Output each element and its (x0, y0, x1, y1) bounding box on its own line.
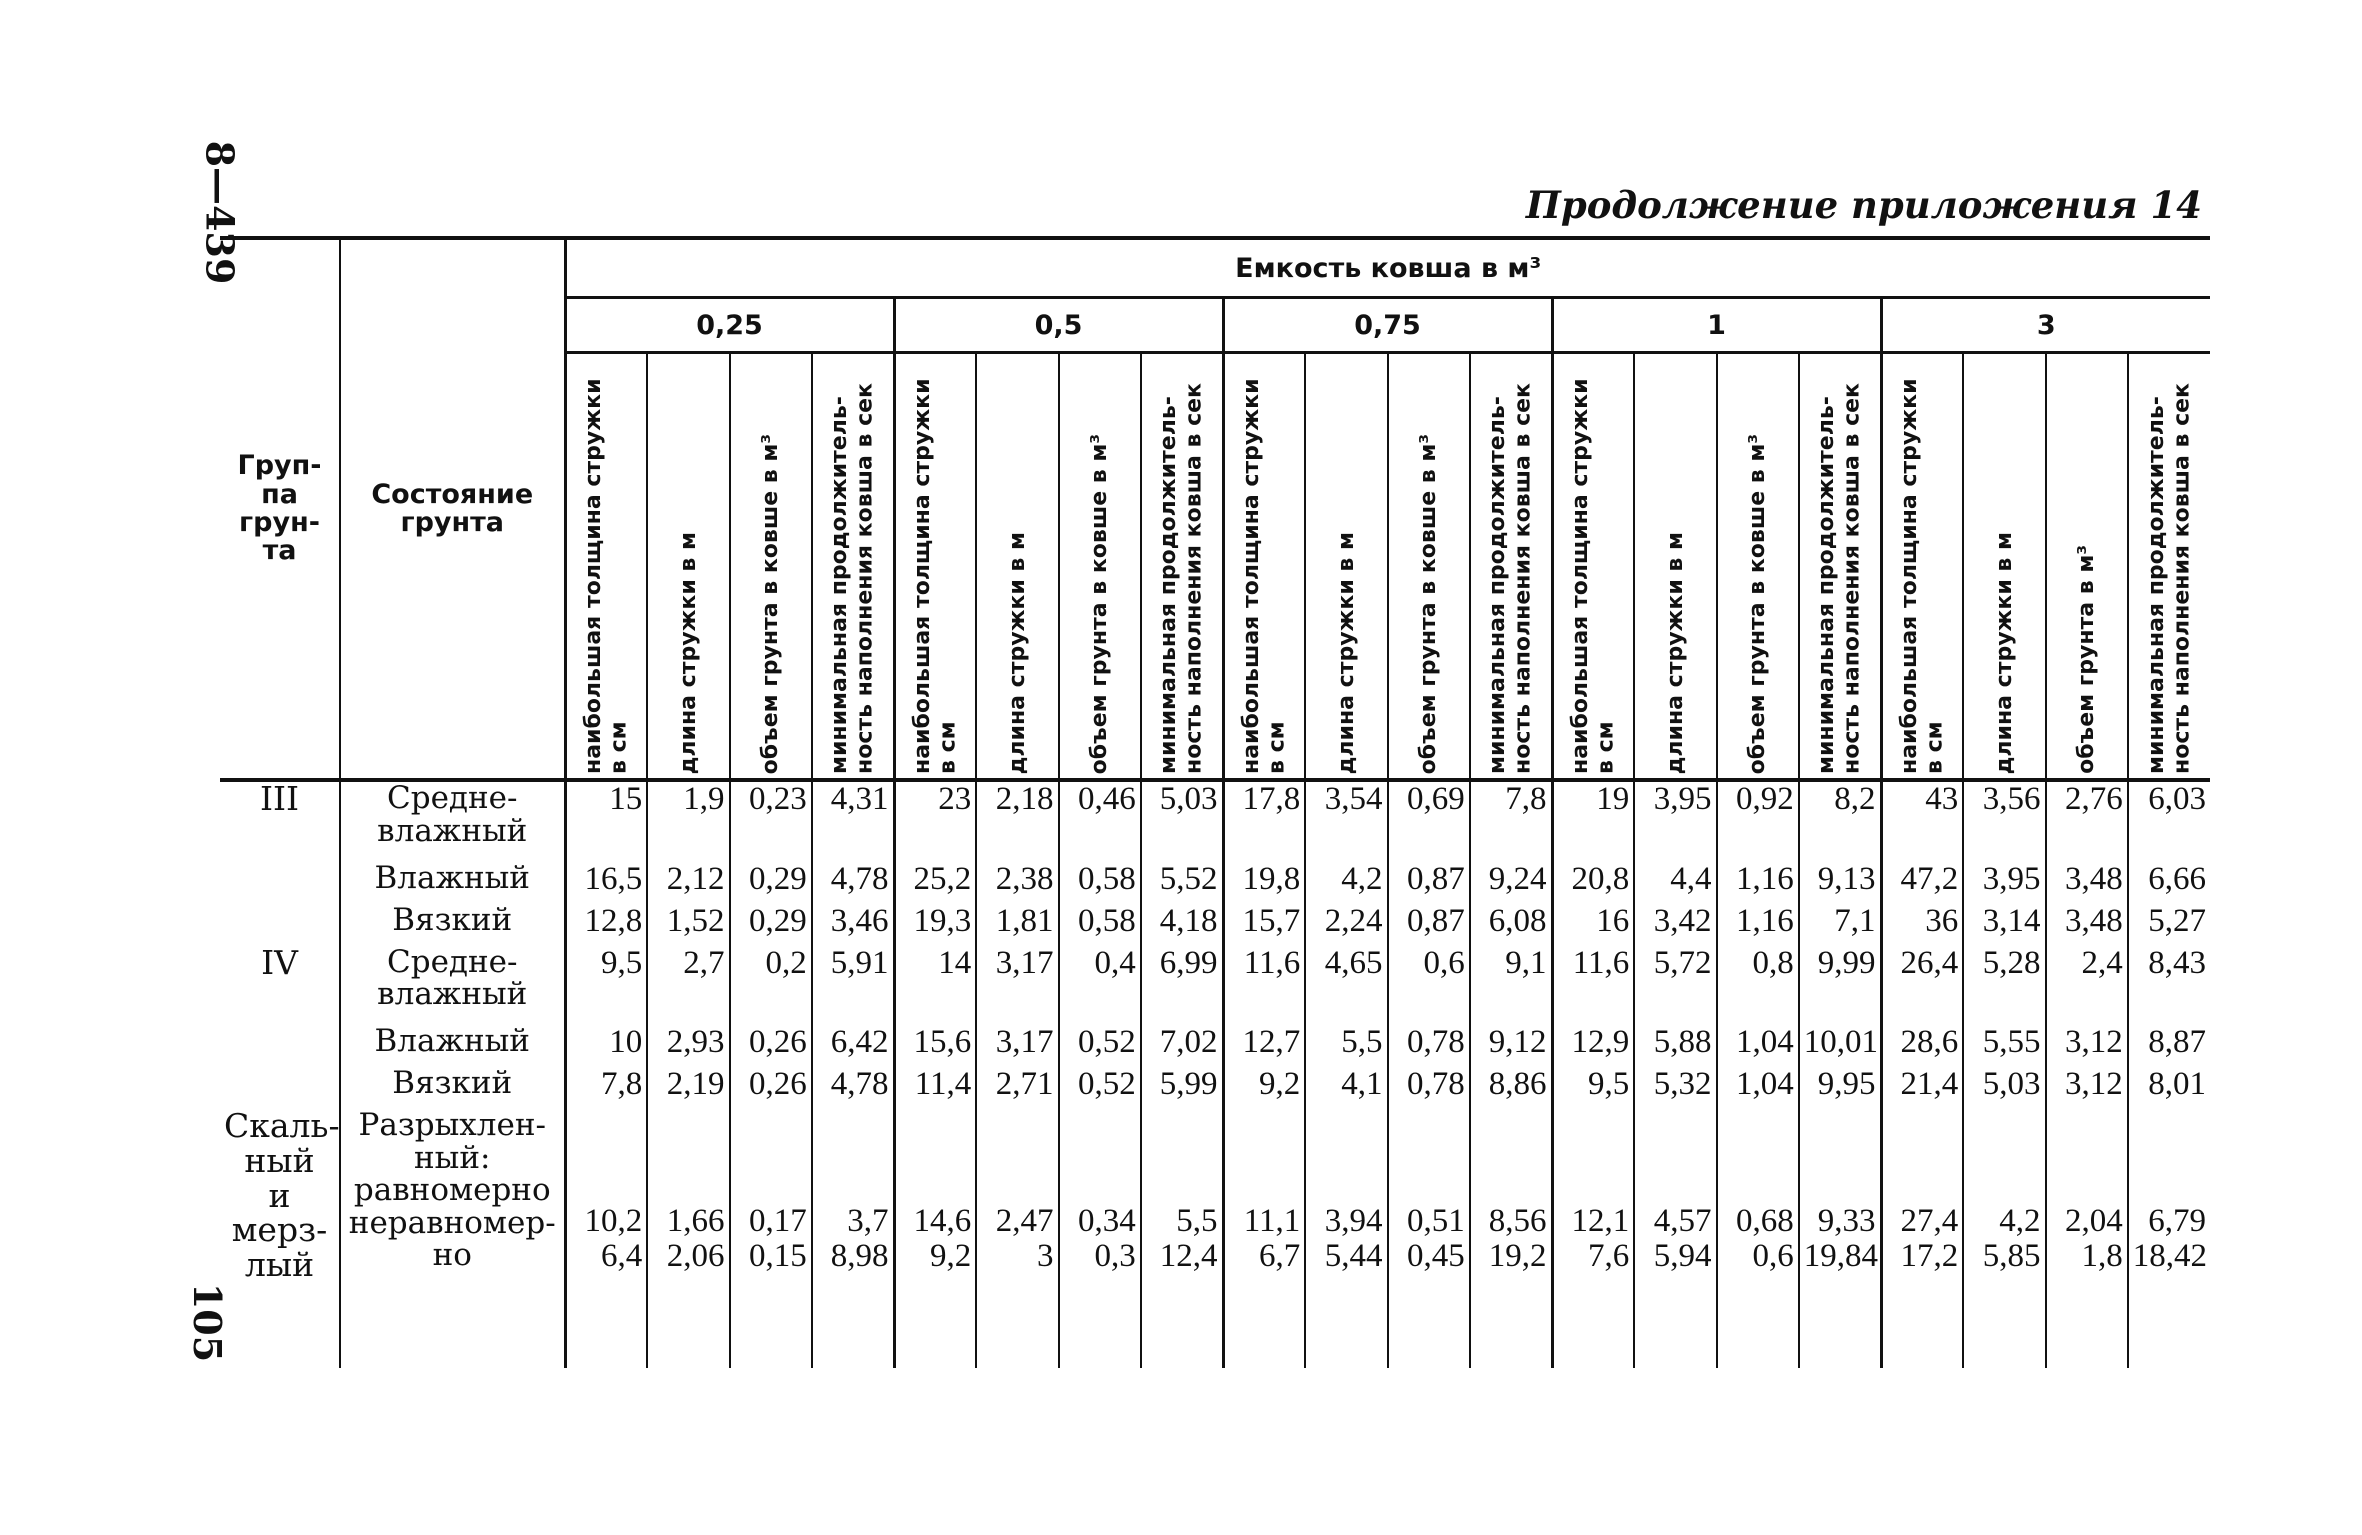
subcolumn-header (1881, 353, 1963, 781)
value-cell: 6,99 (1141, 946, 1223, 1025)
value-cell: 3,54 (1305, 780, 1387, 862)
value-cell: 5,91 (812, 946, 894, 1025)
value-cell: 1,04 (1717, 1025, 1799, 1067)
value-cell: 1,9 (647, 780, 729, 862)
value-cell: 11,4 (894, 1067, 976, 1109)
subcolumn-label: длина стружки в м (675, 531, 701, 774)
value-cell: 4,1 (1305, 1067, 1387, 1109)
value-cell: 5,28 (1963, 946, 2045, 1025)
value-cell: 3,42 (1634, 904, 1716, 946)
subcolumn-header (1059, 353, 1141, 781)
spacer-cell (1388, 1320, 1470, 1368)
table-row (220, 862, 2210, 904)
value-cell: 16,5 (565, 862, 647, 904)
value-cell: 9,12 (1470, 1025, 1552, 1067)
value-cell: 10 (565, 1025, 647, 1067)
value-cell: 10,2 6,4 (565, 1109, 647, 1320)
value-cell: 0,78 (1388, 1025, 1470, 1067)
value-cell: 3,7 8,98 (812, 1109, 894, 1320)
value-cell: 15,7 (1223, 904, 1305, 946)
soil-group: IV (261, 942, 298, 982)
table-row (220, 1109, 2210, 1320)
value-cell: 19 (1552, 780, 1634, 862)
value-cell: 0,26 (730, 1067, 812, 1109)
spacer-cell (1799, 1320, 1881, 1368)
soil-group: III (220, 780, 340, 946)
value-cell: 11,1 6,7 (1223, 1109, 1305, 1320)
value-cell: 10,01 (1799, 1025, 1881, 1067)
spacer-cell (894, 1320, 976, 1368)
value-cell: 7,02 (1141, 1025, 1223, 1067)
value-cell: 12,9 (1552, 1025, 1634, 1067)
value-cell: 2,38 (976, 862, 1058, 904)
subcolumn-label: объем грунта в ковше в м³ (1744, 433, 1770, 774)
spacer-cell (1881, 1320, 1963, 1368)
value-cell: 14 (894, 946, 976, 1025)
value-cell: 25,2 (894, 862, 976, 904)
subcolumn-header (1470, 353, 1552, 781)
soil-state: Разрыхлен- ный: равномерно неравномер- но (340, 1109, 565, 1320)
bucket-capacity-table (220, 236, 2210, 1368)
value-cell: 3,14 (1963, 904, 2045, 946)
value-cell: 4,2 5,85 (1963, 1109, 2045, 1320)
spacer-cell (1963, 1320, 2045, 1368)
value-cell: 9,5 (1552, 1067, 1634, 1109)
value-cell: 9,1 (1470, 946, 1552, 1025)
value-cell: 2,4 (2046, 946, 2128, 1025)
table-row (220, 946, 2210, 1025)
value-cell: 1,04 (1717, 1067, 1799, 1109)
subcolumn-header (812, 353, 894, 781)
spacer-cell (1470, 1320, 1552, 1368)
value-cell: 20,8 (1552, 862, 1634, 904)
value-cell: 9,99 (1799, 946, 1881, 1025)
value-cell: 5,99 (1141, 1067, 1223, 1109)
soil-state: Влажный (340, 1025, 565, 1067)
capacity-3: 1 (1552, 298, 1881, 353)
value-cell: 0,58 (1059, 862, 1141, 904)
table-row (220, 1067, 2210, 1109)
value-cell: 5,52 (1141, 862, 1223, 904)
header-group: Груп- па грун- та (220, 238, 340, 780)
value-cell: 1,16 (1717, 862, 1799, 904)
value-cell: 8,86 (1470, 1067, 1552, 1109)
value-cell: 11,6 (1223, 946, 1305, 1025)
subcolumn-header (976, 353, 1058, 781)
subcolumn-label: объем грунта в м³ (2073, 545, 2099, 774)
value-cell: 0,34 0,3 (1059, 1109, 1141, 1320)
caption: Продолжение приложения 14 (1525, 183, 2202, 227)
spacer-cell (1634, 1320, 1716, 1368)
spacer-cell (340, 1320, 565, 1368)
value-cell: 3,56 (1963, 780, 2045, 862)
value-cell: 16 (1552, 904, 1634, 946)
value-cell: 5,32 (1634, 1067, 1716, 1109)
value-cell: 15,6 (894, 1025, 976, 1067)
value-cell: 9,24 (1470, 862, 1552, 904)
subcolumn-label: объем грунта в ковше в м³ (757, 433, 783, 774)
value-cell: 0,17 0,15 (730, 1109, 812, 1320)
soil-state: Вязкий (340, 904, 565, 946)
page-number: 105 (185, 1282, 231, 1363)
subcolumn-label: длина стружки в м (1662, 531, 1688, 774)
spacer-cell (976, 1320, 1058, 1368)
value-cell: 3,12 (2046, 1067, 2128, 1109)
value-cell: 4,31 (812, 780, 894, 862)
value-cell: 15 (565, 780, 647, 862)
value-cell: 0,29 (730, 862, 812, 904)
value-cell: 0,4 (1059, 946, 1141, 1025)
subcolumn-label: длина стружки в м (1991, 531, 2017, 774)
value-cell: 19,8 (1223, 862, 1305, 904)
value-cell: 9,33 19,84 (1799, 1109, 1881, 1320)
value-cell: 0,29 (730, 904, 812, 946)
subcolumn-label: минимальная продолжитель-ность наполнения ковша в сек (1156, 383, 1207, 774)
value-cell: 2,47 3 (976, 1109, 1058, 1320)
value-cell: 19,3 (894, 904, 976, 946)
value-cell: 0,58 (1059, 904, 1141, 946)
value-cell: 3,95 (1634, 780, 1716, 862)
subcolumn-label: длина стружки в м (1004, 531, 1030, 774)
value-cell: 7,8 (565, 1067, 647, 1109)
subcolumn-label: наибольшая толщина стружки в см (1897, 378, 1948, 774)
value-cell: 17,8 (1223, 780, 1305, 862)
subcolumn-label: длина стружки в м (1333, 531, 1359, 774)
value-cell: 3,95 (1963, 862, 2045, 904)
value-cell: 47,2 (1881, 862, 1963, 904)
value-cell: 5,5 12,4 (1141, 1109, 1223, 1320)
subcolumn-header (1223, 353, 1305, 781)
value-cell: 9,2 (1223, 1067, 1305, 1109)
subcolumn-label: наибольшая толщина стружки в см (1568, 378, 1619, 774)
subcolumn-label: минимальная продолжитель-ность наполнения ковша в сек (2144, 383, 2195, 774)
value-cell: 3,46 (812, 904, 894, 946)
value-cell: 0,87 (1388, 862, 1470, 904)
value-cell: 4,57 5,94 (1634, 1109, 1716, 1320)
table-spacer (220, 1320, 2210, 1368)
value-cell: 0,68 0,6 (1717, 1109, 1799, 1320)
spacer-cell (812, 1320, 894, 1368)
value-cell: 14,6 9,2 (894, 1109, 976, 1320)
value-cell: 1,52 (647, 904, 729, 946)
spacer-cell (1717, 1320, 1799, 1368)
value-cell: 3,12 (2046, 1025, 2128, 1067)
value-cell: 0,46 (1059, 780, 1141, 862)
value-cell: 12,1 7,6 (1552, 1109, 1634, 1320)
table-row (220, 904, 2210, 946)
value-cell: 8,2 (1799, 780, 1881, 862)
subcolumn-label: объем грунта в ковше в м³ (1086, 433, 1112, 774)
soil-state: Влажный (340, 862, 565, 904)
value-cell: 8,56 19,2 (1470, 1109, 1552, 1320)
capacity-0: 0,25 (565, 298, 894, 353)
value-cell: 0,87 (1388, 904, 1470, 946)
subcolumn-header (565, 353, 647, 781)
value-cell: 9,5 (565, 946, 647, 1025)
value-cell: 8,87 (2128, 1025, 2210, 1067)
spacer-cell (1141, 1320, 1223, 1368)
value-cell: 4,4 (1634, 862, 1716, 904)
subcolumn-label: минимальная продолжитель-ность наполнения ковша в сек (1485, 383, 1536, 774)
value-cell: 3,17 (976, 946, 1058, 1025)
spacer-cell (1552, 1320, 1634, 1368)
value-cell: 2,24 (1305, 904, 1387, 946)
subcolumn-header (1388, 353, 1470, 781)
soil-state: Вязкий (340, 1067, 565, 1109)
value-cell: 4,78 (812, 1067, 894, 1109)
value-cell: 0,51 0,45 (1388, 1109, 1470, 1320)
subcolumn-header (1963, 353, 2045, 781)
value-cell: 6,03 (2128, 780, 2210, 862)
subcolumn-label: наибольшая толщина стружки в см (581, 378, 632, 774)
table-row (220, 1025, 2210, 1067)
spacer-cell (730, 1320, 812, 1368)
subcolumn-header (2128, 353, 2210, 781)
value-cell: 0,52 (1059, 1025, 1141, 1067)
value-cell: 11,6 (1552, 946, 1634, 1025)
value-cell: 5,72 (1634, 946, 1716, 1025)
value-cell: 0,69 (1388, 780, 1470, 862)
value-cell: 0,78 (1388, 1067, 1470, 1109)
spacer-cell (1059, 1320, 1141, 1368)
value-cell: 0,2 (730, 946, 812, 1025)
sheet-id: 8—439 (197, 140, 243, 285)
value-cell: 5,03 (1141, 780, 1223, 862)
soil-state: Средне- влажный (340, 946, 565, 1025)
subcolumn-header (1552, 353, 1634, 781)
spacer-cell (1305, 1320, 1387, 1368)
value-cell: 43 (1881, 780, 1963, 862)
value-cell: 3,17 (976, 1025, 1058, 1067)
subcolumn-header (1305, 353, 1387, 781)
value-cell: 7,1 (1799, 904, 1881, 946)
subcolumn-header (1717, 353, 1799, 781)
value-cell: 0,23 (730, 780, 812, 862)
value-cell: 2,19 (647, 1067, 729, 1109)
value-cell: 0,52 (1059, 1067, 1141, 1109)
subcolumn-header (894, 353, 976, 781)
value-cell: 5,55 (1963, 1025, 2045, 1067)
value-cell: 4,65 (1305, 946, 1387, 1025)
soil-state: Средне- влажный (340, 780, 565, 862)
value-cell: 5,5 (1305, 1025, 1387, 1067)
subcolumn-label: объем грунта в ковше в м³ (1415, 433, 1441, 774)
value-cell: 0,6 (1388, 946, 1470, 1025)
subcolumn-label: наибольшая толщина стружки в см (910, 378, 961, 774)
value-cell: 5,03 (1963, 1067, 2045, 1109)
capacity-4: 3 (1881, 298, 2210, 353)
header-state: Состояние грунта (340, 238, 565, 780)
value-cell: 1,81 (976, 904, 1058, 946)
value-cell: 2,7 (647, 946, 729, 1025)
value-cell: 7,8 (1470, 780, 1552, 862)
value-cell: 9,13 (1799, 862, 1881, 904)
subcolumn-header (730, 353, 812, 781)
subcolumn-header (2046, 353, 2128, 781)
value-cell: 6,79 18,42 (2128, 1109, 2210, 1320)
capacity-2: 0,75 (1223, 298, 1552, 353)
value-cell: 4,18 (1141, 904, 1223, 946)
value-cell: 3,48 (2046, 862, 2128, 904)
value-cell: 2,71 (976, 1067, 1058, 1109)
capacity-1: 0,5 (894, 298, 1223, 353)
value-cell: 27,4 17,2 (1881, 1109, 1963, 1320)
value-cell: 2,93 (647, 1025, 729, 1067)
subcolumn-header (1141, 353, 1223, 781)
value-cell: 3,48 (2046, 904, 2128, 946)
subcolumn-label: наибольшая толщина стружки в см (1239, 378, 1290, 774)
value-cell: 4,78 (812, 862, 894, 904)
spacer-cell (647, 1320, 729, 1368)
value-cell: 28,6 (1881, 1025, 1963, 1067)
subcolumn-header (1799, 353, 1881, 781)
value-cell: 0,92 (1717, 780, 1799, 862)
value-cell: 2,18 (976, 780, 1058, 862)
spacer-cell (2046, 1320, 2128, 1368)
subcolumn-label: минимальная продолжитель-ность наполнения ковша в сек (827, 383, 878, 774)
subcolumn-label: минимальная продолжитель-ность наполнения ковша в сек (1814, 383, 1865, 774)
value-cell: 9,95 (1799, 1067, 1881, 1109)
value-cell: 5,27 (2128, 904, 2210, 946)
value-cell: 6,08 (1470, 904, 1552, 946)
value-cell: 1,16 (1717, 904, 1799, 946)
value-cell: 23 (894, 780, 976, 862)
value-cell: 0,8 (1717, 946, 1799, 1025)
spacer-cell (220, 1320, 340, 1368)
value-cell: 2,12 (647, 862, 729, 904)
subcolumn-header (647, 353, 729, 781)
value-cell: 6,66 (2128, 862, 2210, 904)
value-cell: 5,88 (1634, 1025, 1716, 1067)
value-cell: 2,76 (2046, 780, 2128, 862)
value-cell: 6,42 (812, 1025, 894, 1067)
value-cell: 3,94 5,44 (1305, 1109, 1387, 1320)
table-row (220, 780, 2210, 862)
spacer-cell (1223, 1320, 1305, 1368)
subcolumn-header (1634, 353, 1716, 781)
spacer-cell (2128, 1320, 2210, 1368)
value-cell: 8,43 (2128, 946, 2210, 1025)
value-cell: 2,04 1,8 (2046, 1109, 2128, 1320)
value-cell: 0,26 (730, 1025, 812, 1067)
soil-group: Скаль- ный и мерз- лый (224, 1106, 340, 1284)
value-cell: 12,7 (1223, 1025, 1305, 1067)
value-cell: 4,2 (1305, 862, 1387, 904)
header-capacity-title: Емкость ковша в м³ (565, 238, 2210, 298)
value-cell: 1,66 2,06 (647, 1109, 729, 1320)
value-cell: 36 (1881, 904, 1963, 946)
value-cell: 26,4 (1881, 946, 1963, 1025)
value-cell: 8,01 (2128, 1067, 2210, 1109)
value-cell: 12,8 (565, 904, 647, 946)
spacer-cell (565, 1320, 647, 1368)
value-cell: 21,4 (1881, 1067, 1963, 1109)
